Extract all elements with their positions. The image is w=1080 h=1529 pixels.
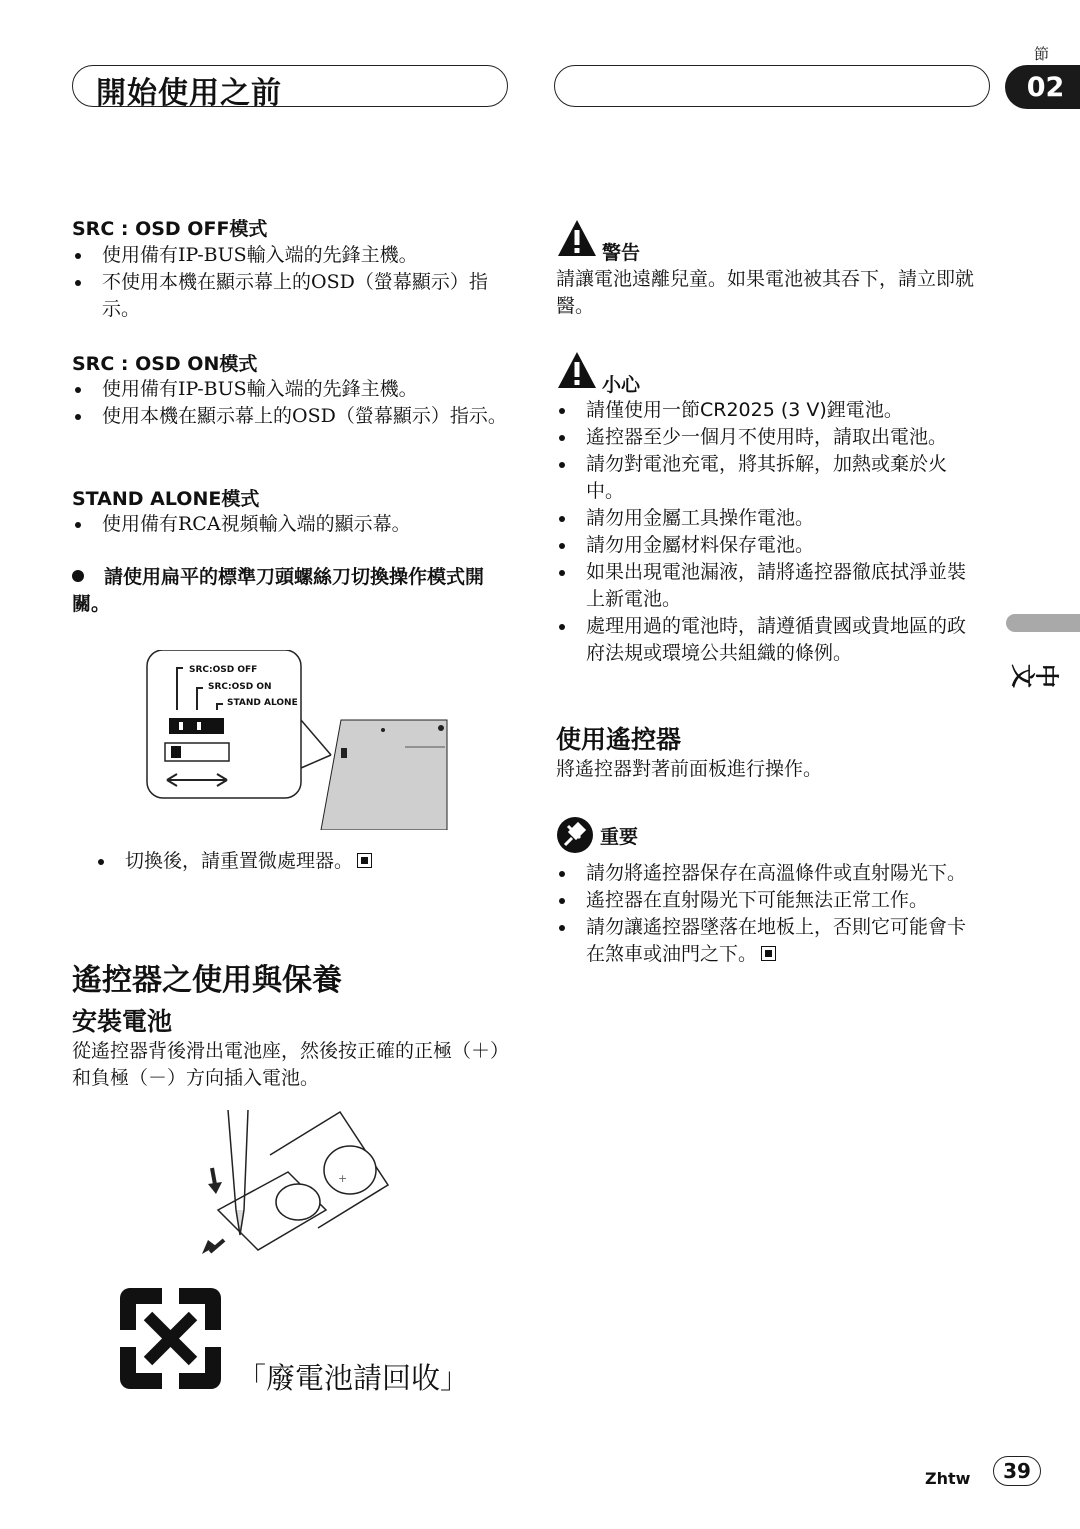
battery-install-figure	[200, 1110, 390, 1260]
header-blank-frame	[554, 65, 990, 107]
switch-label-stand-alone: STAND ALONE	[227, 698, 298, 708]
caution-list	[556, 397, 976, 667]
section-number: 02	[1026, 71, 1065, 103]
list-item: 不使用本機在顯示幕上的OSD（螢幕顯示）指示。	[72, 269, 512, 323]
list-item: 使用本機在顯示幕上的OSD（螢幕顯示）指示。	[72, 403, 512, 430]
list-item	[95, 848, 515, 875]
recycle-icon	[118, 1286, 223, 1391]
list-item: 請勿用金屬工具操作電池。	[556, 505, 976, 532]
list-item: 使用備有IP-BUS輸入端的先鋒主機。	[72, 376, 512, 403]
page-number-badge	[993, 1456, 1041, 1486]
list-item: 處理用過的電池時，請遵循貴國或貴地區的政府法規或環境公共組織的條例。	[556, 613, 976, 667]
osd-off-list	[72, 242, 512, 323]
list-item: 使用備有IP-BUS輸入端的先鋒主機。	[72, 242, 512, 269]
after-switch-list	[95, 848, 515, 875]
important-heading: 重要	[600, 826, 639, 848]
important-list	[556, 860, 976, 968]
mode-switch-figure	[145, 650, 450, 830]
osd-on-list	[72, 376, 512, 430]
section-label: 節	[1034, 45, 1050, 63]
remote-care-heading: 遙控器之使用與保養	[72, 963, 342, 998]
warning-heading: 警告	[602, 242, 641, 264]
battery-heading: 安裝電池	[72, 1007, 173, 1036]
list-item: 請勿對電池充電，將其拆解，加熱或棄於火中。	[556, 451, 976, 505]
list-item: 請勿用金屬材料保存電池。	[556, 532, 976, 559]
page-title: 開始使用之前	[96, 76, 282, 111]
footer-language-code: Zhtw	[925, 1469, 971, 1488]
use-remote-text: 將遙控器對著前面板進行操作。	[556, 758, 823, 780]
switch-label-osd-off: SRC:OSD OFF	[189, 665, 258, 675]
switch-label-osd-on: SRC:OSD ON	[208, 682, 272, 692]
caution-triangle-icon	[556, 350, 598, 390]
warning-triangle-icon	[556, 218, 598, 258]
important-item-text: 請勿讓遙控器墜落在地板上，否則它可能會卡在煞車或油門之下。	[586, 916, 967, 965]
mode-switch-illustration	[145, 650, 450, 830]
caution-heading: 小心	[602, 374, 641, 396]
side-language-label: 中文	[1011, 659, 1060, 688]
stand-alone-heading: STAND ALONE模式	[72, 488, 260, 510]
stand-alone-list	[72, 511, 512, 538]
svg-text:+: +	[338, 1172, 348, 1185]
switch-note	[72, 564, 512, 618]
osd-on-heading: SRC : OSD ON模式	[72, 353, 258, 375]
battery-text: 從遙控器背後滑出電池座，然後按正確的正極（＋）和負極（－）方向插入電池。	[72, 1040, 510, 1089]
use-remote-heading: 使用遙控器	[556, 725, 682, 754]
switch-note-text: 請使用扁平的標準刀頭螺絲刀切換操作模式開關。	[72, 566, 485, 615]
end-mark-icon	[761, 946, 776, 961]
after-switch-text: 切換後，請重置微處理器。	[125, 850, 354, 872]
battery-install-illustration	[200, 1110, 390, 1260]
end-mark-icon	[357, 853, 372, 868]
list-item: 遙控器至少一個月不使用時，請取出電池。	[556, 424, 976, 451]
list-item: 使用備有RCA視頻輸入端的顯示幕。	[72, 511, 512, 538]
warning-text: 請讓電池遠離兒童。如果電池被其吞下，請立即就醫。	[556, 268, 975, 317]
list-item: 請僅使用一節CR2025 (3 V)鋰電池。	[556, 397, 976, 424]
list-item: 遙控器在直射陽光下可能無法正常工作。	[556, 887, 976, 914]
important-pin-icon	[556, 816, 594, 854]
osd-off-heading: SRC : OSD OFF模式	[72, 218, 268, 240]
list-item: 請勿將遙控器保存在高溫條件或直射陽光下。	[556, 860, 976, 887]
bullet-icon	[72, 570, 84, 582]
recycle-logo	[118, 1286, 223, 1391]
recycle-text: 「廢電池請回收」	[237, 1361, 470, 1395]
language-side-tab	[1006, 614, 1080, 632]
list-item	[556, 914, 976, 968]
page-number: 39	[1003, 1459, 1031, 1483]
list-item: 如果出現電池漏液，請將遙控器徹底拭淨並裝上新電池。	[556, 559, 976, 613]
section-number-tab	[1005, 65, 1080, 109]
